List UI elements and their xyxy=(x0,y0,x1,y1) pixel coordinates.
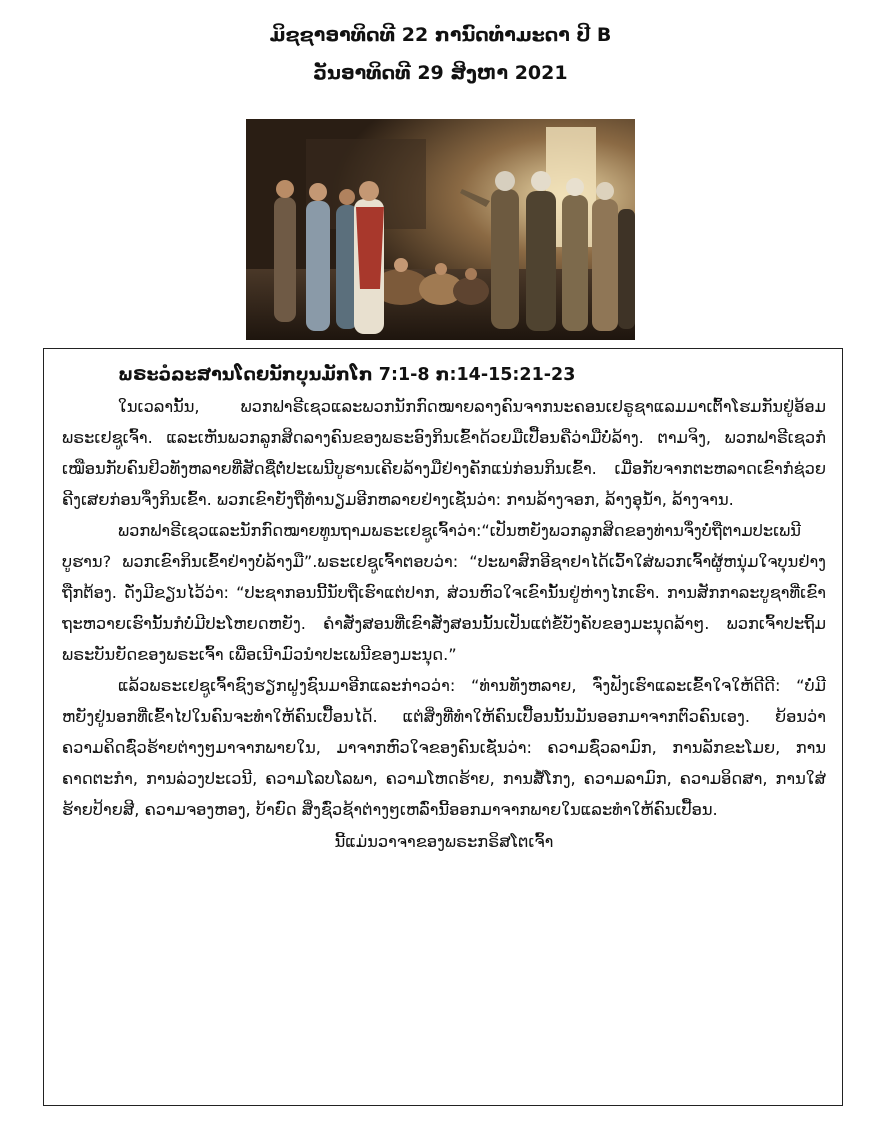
gospel-reading-box xyxy=(43,348,843,1106)
mass-date: ວັນອາທິດທີ 29 ສິງຫາ 2021 xyxy=(313,62,568,84)
gospel-paragraph-2: ພວກຟາຣີເຊວແລະນັກກົດໝາຍທູນຖາມພຣະເຢຊູເຈົ້າວ່າ:“ເປັນຫຍັງພວກລູກສິດຂອງທ່ານຈຶ່ງບໍ່ຖືຕາມປະເພນີບູຮານ? ພວກເຂົາກິນເຂົ້າຢ່າງບໍ່ລ້າງມື”.ພຣະເຢຊູເຈົ້າຕອບວ່າ: “ປະພາສົກອີຊາຢາໄດ້ເວົ້າໃສ່ພວກເຈົ້າຜູ້ຫນຸ່ມໃຈບຸນຢ່າງຖືກຕ້ອງ. ດັ່ງມີຂຽນໄວ້ວ່າ: “ປະຊາກອນນີ້ນັບຖືເຮົາແຕ່ປາກ, ສ່ວນຫົວໃຈເຂົານັ້ນຢູ່ຫ່າງໄກເຮົາ. ການສັກກາລະບູຊາທີ່ເຂົາຖະຫວາຍເຮົານັ້ນກໍບໍ່ມີປະໂຫຍດຫຍັງ. ຄຳສັ່ງສອນທີ່ເຂົາສັ່ງສອນນັ້ນເປັນແຕ່ຂໍ້ບັງຄັບຂອງມະນຸດລ້າໆ. ພວກເຈົ້າປະຖິ້ມພຣະບັນຍັດຂອງພຣະເຈົ້າ ເພື່ອເນີາມົວນຳປະເພນີຂອງມະນຸດ.” xyxy=(62,521,826,664)
gospel-closing-line: ນີ້ແມ່ນວາຈາຂອງພຣະກຣິສໂຕເຈົ້າ xyxy=(334,832,554,851)
gospel-illustration xyxy=(246,119,635,340)
document-header xyxy=(0,16,881,92)
gospel-paragraph-1: ໃນເວລານັ້ນ, ພວກຟາຣີເຊວແລະພວກນັກກົດໝາຍລາງຄົນຈາກນະຄອນເຢຣູຊາແລມມາເຕົ້າໂຮມກັນຢູ່ອ້ອມພຣະເຢຊູເຈົ້າ. ແລະເຫັນພວກລູກສິດລາງຄົນຂອງພຣະອົງກິນເຂົ້າດ້ວຍມືເປື້ອນຄືວ່າມືບໍ່ລ້າງ. ຕາມຈິງ, ພວກຟາຣີເຊວກໍເໝືອນກັບຄົນຢິວທັງຫລາຍທີ່ສັດຊື່ຕໍ່ປະເພນີບູຮານເຄີຍລ້າງມືຢ່າງຄັກແນ່ກ່ອນກິນເຂົ້າ. ເມື່ອກັບຈາກຕະຫລາດເຂົາກໍຊ່ວຍຄີງເສຍກ່ອນຈຶ່ງກິນເຂົ້າ. ພວກເຂົາຍັງຖືທຳນຽມອີກຫລາຍຢ່າງເຊັ່ນວ່າ: ການລ້າງຈອກ, ລ້າງອຸນ້ຳ, ລ້າງຈານ. xyxy=(62,397,826,509)
mass-title: ມິຊຊາອາທິດທີ 22 ການົດທຳມະດາ ປີ B xyxy=(269,24,612,46)
gospel-paragraph-3: ແລ້ວພຣະເຢຊູເຈົ້າຊົງຮຽກຝູງຊົນມາອີກແລະກ່າວວ່າ: “ທ່ານທັງຫລາຍ, ຈົ່ງຟັງເຮົາແລະເຂົ້າໃຈໃຫ້ດີດີ: “ບໍ່ມີຫຍັງຢູ່ນອກທີ່ເຂົ້າໄປໃນຄົນຈະທຳໃຫ້ຄົນເປື້ອນໄດ້. ແຕ່ສິ່ງທີ່ທຳໃຫ້ຄົນເປື້ອນນັ້ນມັນອອກມາຈາກຕົວຄົນເອງ. ຍ້ອນວ່າຄວາມຄິດຊົ່ວຮ້າຍຕ່າງໆມາຈາກພາຍໃນ, ມາຈາກຫົວໃຈຂອງຄົນເຊັ່ນວ່າ: ຄວາມຊົ່ວລາມົກ, ການລັກຂະໂມຍ, ການຄາດຕະກຳ, ການລ່ວງປະເວນີ, ຄວາມໂລບໂລພາ, ຄວາມໂຫດຮ້າຍ, ການສໍ້ໂກງ, ຄວາມລາມົກ, ຄວາມອິດສາ, ການໃສ່ຮ້າຍປ້າຍສີ, ຄວາມຈອງຫອງ, ບ້າຍົດ ສິ່ງຊົ່ວຊ້າຕ່າງໆເຫລົ່ານີ້ອອກມາຈາກພາຍໃນແລະທຳໃຫ້ຄົນເປື້ອນ. xyxy=(62,676,826,819)
gospel-reading-title: ພຣະວໍລະສານໂດຍນັກບຸນມັກໂກ 7:1-8 ກ:14-15:21-23 xyxy=(118,365,576,385)
